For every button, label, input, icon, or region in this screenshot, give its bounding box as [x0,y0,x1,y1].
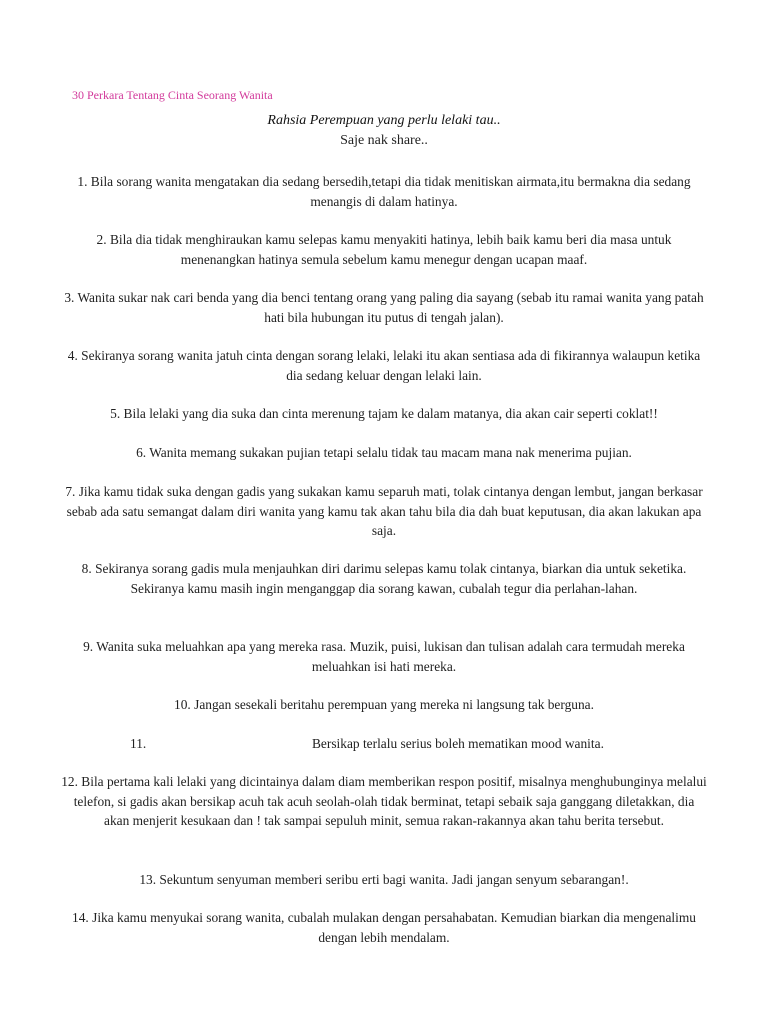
list-item-6: 6. Wanita memang sukakan pujian tetapi selalu tidak tau macam mana nak menerima pujian. [136,445,632,460]
list-item-11-number: 11. [130,736,147,751]
document-title: 30 Perkara Tentang Cinta Seorang Wanita [72,88,273,102]
list-item-11-text: Bersikap terlalu serius boleh mematikan mood wanita. [312,736,604,751]
intro-text: Saje nak share.. [340,133,428,148]
list-item-12: 12. Bila pertama kali lelaki yang dicintainya dalam diam memberikan respon positif, misalnya menghubunginya melalui telefon, si gadis akan bersikap acuh tak acuh seolah-olah tidak berminat, tetapi sebaik saja ganggang diletakkan, dia akan menjerit kesukaan dan ! tak sampai sepuluh minit, semua rakan-rakannya akan tahu berita tersebut. [61,774,707,828]
list-item-7: 7. Jika kamu tidak suka dengan gadis yang sukakan kamu separuh mati, tolak cintanya dengan lembut, jangan berkasar sebab ada satu semangat dalam diri wanita yang kamu tak akan tahu bila dia dah buat keputusan, dia akan lakukan apa saja. [65,484,703,538]
list-item-13: 13. Sekuntum senyuman memberi seribu erti bagi wanita. Jadi jangan senyum sebarangan!. [139,872,629,887]
list-item-8: 8. Sekiranya sorang gadis mula menjauhkan diri darimu selepas kamu tolak cintanya, biarkan dia untuk seketika. Sekiranya kamu masih ingin menganggap dia sorang kawan, cubalah tegur dia perlahan-lahan. [81,561,687,596]
list-item-5: 5. Bila lelaki yang dia suka dan cinta merenung tajam ke dalam matanya, dia akan cair seperti coklat!! [110,406,658,421]
list-item-10: 10. Jangan sesekali beritahu perempuan yang mereka ni langsung tak berguna. [174,697,594,712]
list-item-1: 1. Bila sorang wanita mengatakan dia sedang bersedih,tetapi dia tidak menitiskan airmata,itu bermakna dia sedang menangis di dalam hatinya. [77,174,691,209]
list-item-4: 4. Sekiranya sorang wanita jatuh cinta dengan sorang lelaki, lelaki itu akan sentiasa ada di fikirannya walaupun ketika dia sedang keluar dengan lelaki lain. [67,348,701,383]
list-item-2: 2. Bila dia tidak menghiraukan kamu selepas kamu menyakiti hatinya, lebih baik kamu beri dia masa untuk menenangkan hatinya semula sebelum kamu menegur dengan ucapan maaf. [96,232,672,267]
list-item-3: 3. Wanita sukar nak cari benda yang dia benci tentang orang yang paling dia sayang (sebab itu ramai wanita yang patah hati bila hubungan itu putus di tengah jalan). [64,290,704,325]
document-subtitle: Rahsia Perempuan yang perlu lelaki tau.. [267,113,501,128]
list-item-14: 14. Jika kamu menyukai sorang wanita, cubalah mulakan dengan persahabatan. Kemudian biarkan dia mengenalimu dengan lebih mendalam. [72,910,696,945]
list-item-9: 9. Wanita suka meluahkan apa yang mereka rasa. Muzik, puisi, lukisan dan tulisan adalah cara termudah mereka meluahkan isi hati mereka. [83,639,685,674]
